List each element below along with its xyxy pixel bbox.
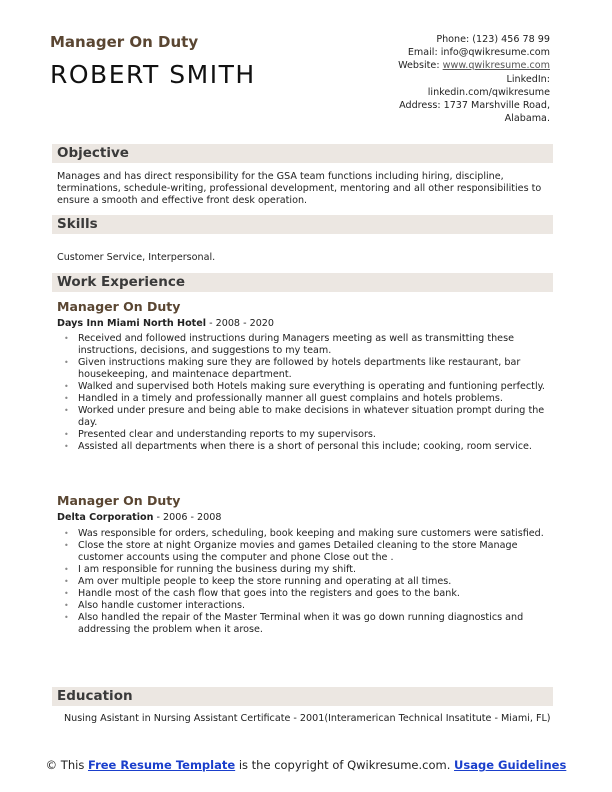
objective-text: Manages and has direct responsibility for the GSA team functions including hiring, discipline, terminations, schedule-writing, professional development, mentoring and all other responsibilities to ensure a smooth and effective front desk operation. [57,171,542,206]
skills-text: Customer Service, Interpersonal. [57,252,216,263]
work-experience-heading: Work Experience [52,273,553,292]
list-item: • Handle most of the cash flow that goes into the registers and goes to the bank. [62,588,552,600]
job-company [57,512,221,523]
linkedin-label: LinkedIn: [506,73,550,85]
job-bullets [62,333,552,453]
list-item: • Presented clear and understanding reports to my supervisors. [62,429,552,441]
usage-guidelines-link[interactable]: Usage Guidelines [454,758,567,772]
free-resume-template-link[interactable]: Free Resume Template [87,758,236,772]
address-line2: Alabama. [504,113,550,125]
objective-heading: Objective [52,144,553,163]
education-heading: Education [52,687,553,706]
list-item: • Walked and supervised both Hotels making sure everything is operating and funtioning perfectly. [62,381,552,393]
list-item: • Close the store at night Organize movies and games Detailed cleaning to the store Manage customer accounts using the computer and phone Close out the . [62,540,552,564]
job-bullets [62,528,552,636]
list-item: • Also handled the repair of the Master Terminal when it was go down running diagnostics and addressing the problem when it arose. [62,612,552,636]
phone: Phone: (123) 456 78 99 [436,34,550,45]
candidate-name: ROBERT SMITH [50,60,256,89]
list-item: • Also handle customer interactions. [62,600,552,612]
footer-middle: is the copyright of Qwikresume.com. [235,758,455,772]
email: Email: info@qwikresume.com [407,47,550,59]
job-dates: - 2006 - 2008 [153,512,222,523]
footer [0,758,612,772]
list-item: • Am over multiple people to keep the store running and operating at all times. [62,576,552,588]
company-name: Days Inn Miami North Hotel [57,318,207,329]
list-item: • Assisted all departments when there is a short of personal this include; cooking, room service. [62,441,552,453]
list-item: • Given instructions making sure they are followed by hotels departments like restaurant, bar housekeeping, and maintenace department. [62,357,552,381]
skills-heading: Skills [52,215,553,234]
list-item: • Was responsible for orders, scheduling, book keeping and making sure customers were satisfied. [62,528,552,540]
list-item: • Received and followed instructions during Managers meeting as well as transmitting these instructions, decisions, and suggestions to my team. [62,333,552,357]
job-title: Manager On Duty [57,493,181,508]
website-link[interactable]: www.qwikresume.com [442,60,550,72]
list-item: • I am responsible for running the business during my shift. [62,564,552,576]
list-item: • Worked under presure and being able to make decisions in whatever situation prompt during the day. [62,405,552,429]
education-text: Nusing Asistant in Nursing Assistant Certificate - 2001(Interamerican Technical Insatitute - Miami, FL) [64,713,551,724]
contact-block [360,33,550,125]
job-dates: - 2008 - 2020 [206,318,275,329]
job-title: Manager On Duty [57,299,181,314]
address: Address: 1737 Marshville Road, [399,100,550,112]
resume-job-title: Manager On Duty [50,33,199,51]
linkedin: linkedin.com/qwikresume [427,86,550,98]
website-label: Website: [398,60,443,72]
company-name: Delta Corporation [57,512,154,523]
list-item: • Handled in a timely and professionally manner all guest complains and hotels problems. [62,393,552,405]
job-company [57,318,274,329]
footer-prefix: © This [45,758,88,772]
